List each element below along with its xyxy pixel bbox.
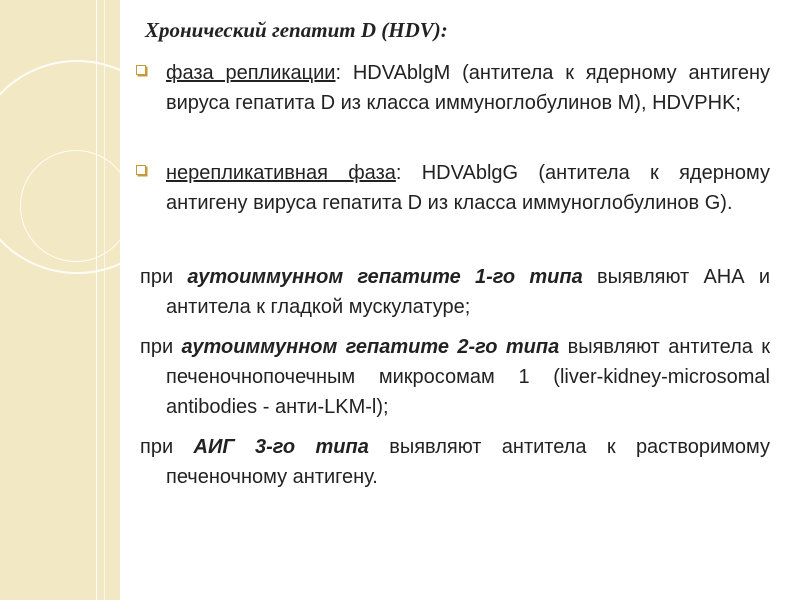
decorative-line: [96, 0, 97, 600]
decorative-line-thin: [104, 0, 105, 600]
paragraph-emphasis: АИГ 3-го типа: [193, 436, 369, 458]
bullet-description: : HDVAblgM (антитела к ядерному антигену вируса гепатита D из класса иммуноглобулинов М), HDVPHK;: [166, 62, 771, 114]
bullet-nonreplicative-phase: [140, 158, 770, 218]
paragraph-aih-type-2: [140, 332, 770, 422]
bullet-term: нерепликативная фаза: [166, 162, 396, 184]
square-bullet-icon: [136, 65, 146, 75]
paragraph-emphasis: аутоиммунном гепатите 1-го типа: [187, 266, 583, 288]
paragraph-aih-type-1: [140, 262, 770, 322]
paragraph-prefix: при: [140, 266, 188, 288]
decorative-ring-small: [20, 150, 120, 262]
slide-title: Хронический гепатит D (HDV):: [145, 18, 448, 42]
bullet-text: [166, 58, 770, 118]
paragraph-prefix: при: [140, 436, 194, 458]
decorative-side-band: [0, 0, 120, 600]
paragraph-text: выявляют антитела к печеночнопочечным микросомам 1 (liver-kidney-microsomal antibodies - анти-LKM-l);: [166, 336, 770, 418]
paragraph-emphasis: аутоиммунном гепатите 2-го типа: [181, 336, 560, 358]
paragraph-aih-type-3: [140, 432, 770, 492]
bullet-description: : HDVAblgG (антитела к ядерному антигену вируса гепатита D из класса иммуноглобулинов G).: [166, 162, 770, 214]
bullet-text: [166, 158, 770, 218]
paragraph-prefix: при: [140, 336, 182, 358]
bullet-replication-phase: [140, 58, 770, 118]
square-bullet-icon: [136, 165, 146, 175]
paragraph-text: выявляют АНА и антитела к гладкой мускулатуре;: [166, 266, 770, 318]
bullet-term: фаза репликации: [166, 62, 336, 84]
paragraph-text: выявляют антитела к растворимому печеночному антигену.: [166, 436, 771, 488]
